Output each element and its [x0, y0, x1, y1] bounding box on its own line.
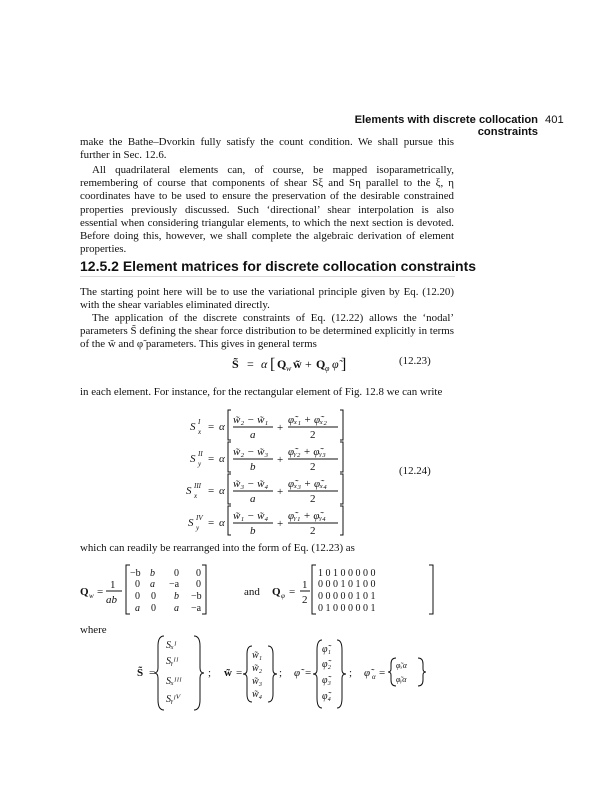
svg-text:=: = [149, 667, 156, 679]
svg-text:φ: φ [281, 592, 285, 600]
svg-text:Sᵧᴵⱽ: Sᵧᴵⱽ [166, 694, 181, 705]
svg-text:w̃₁ − w̃₄: w̃₁ − w̃₄ [233, 510, 269, 522]
svg-text:φ: φ [325, 364, 330, 373]
svg-text:α: α [219, 485, 225, 497]
svg-text:w: w [286, 364, 292, 373]
section-number: 12.5.2 [80, 258, 119, 274]
svg-text:φ̃ₓ₁ + φ̃ₓ₂: φ̃ₓ₁ + φ̃ₓ₂ [288, 414, 327, 426]
svg-text:w̃₂: w̃₂ [252, 663, 263, 674]
svg-text:;: ; [208, 667, 212, 679]
svg-text:Q: Q [277, 357, 287, 371]
svg-text:IV: IV [196, 514, 203, 522]
svg-text:2: 2 [310, 525, 316, 536]
svg-text:φ̃ᵧα: φ̃ᵧα [396, 675, 407, 684]
svg-text:b: b [174, 591, 179, 602]
svg-text:w̃₃: w̃₃ [252, 676, 263, 687]
svg-text:0 0 0 0 0 1 0 1: 0 0 0 0 0 1 0 1 [318, 591, 376, 602]
svg-text:α: α [372, 673, 376, 681]
svg-text:x: x [198, 428, 202, 436]
svg-text:=: = [97, 586, 104, 598]
svg-text:0: 0 [151, 603, 156, 614]
svg-text:2: 2 [310, 461, 316, 473]
svg-text:0: 0 [151, 591, 156, 602]
paragraph-5: in each element. For instance, for the rectangular element of Fig. 12.8 we can write [80, 386, 443, 398]
svg-text:S: S [186, 485, 192, 497]
svg-text:1: 1 [110, 579, 116, 591]
svg-text:=: = [289, 586, 296, 598]
svg-text:+: + [277, 518, 284, 530]
running-header-title: Elements with discrete collocation constraints [354, 114, 538, 138]
svg-text:=: = [208, 453, 215, 465]
svg-text:=: = [208, 421, 215, 433]
svg-text:α: α [219, 421, 225, 433]
svg-text:=: = [379, 667, 386, 679]
page-number: 401 [545, 114, 564, 126]
paragraph-1: make the Bathe–Dvorkin fully satisfy the count condition. We shall pursue this further in Sec. 12.6. [80, 136, 454, 162]
svg-text:φ̃ᵧ₂ + φ̃ᵧ₃: φ̃ᵧ₂ + φ̃ᵧ₃ [288, 446, 326, 458]
svg-text:0 0 0 1 0 1 0 0: 0 0 0 1 0 1 0 0 [318, 579, 376, 590]
equation-12-24 [80, 404, 460, 536]
svg-text:−a: −a [169, 579, 180, 590]
svg-text:Sₓᴵ: Sₓᴵ [166, 640, 177, 651]
svg-text:φ̃₁: φ̃₁ [322, 644, 332, 655]
section-heading [80, 258, 476, 274]
svg-text:S̃: S̃ [137, 667, 144, 679]
paragraph-3: The starting point here will be to use the variational principle given by Eq. (12.20) with the shear variables eliminated directly. [80, 286, 454, 312]
svg-text:φ̃: φ̃ [364, 667, 371, 679]
svg-text:φ̃ₓ₃ + φ̃ₓ₄: φ̃ₓ₃ + φ̃ₓ₄ [288, 478, 327, 490]
svg-text:Sₓᴵᴵᴵ: Sₓᴵᴵᴵ [166, 676, 182, 687]
svg-text:b: b [150, 568, 155, 579]
svg-text:α: α [219, 517, 225, 529]
svg-text:II: II [198, 450, 203, 458]
vector-definitions-math [80, 634, 460, 712]
paragraph-2: All quadrilateral elements can, of course, be mapped isoparametrically, remembering of course that components of shear Sξ and Sη parallel to the ξ, η coordinates have to be used to ensure the preservation of the desirable constrained properties previously discussed. Such ‘directional’ shear interpolation is also essential when considering triangular elements, to which the next section is devoted. Before doing this, however, we shall complete the algebraic derivation of element properties. [80, 164, 454, 256]
svg-text:−b: −b [191, 591, 202, 602]
svg-text:w̃₂ − w̃₁: w̃₂ − w̃₁ [233, 414, 269, 426]
svg-text:S̃: S̃ [232, 357, 239, 371]
svg-text:φ̃₄: φ̃₄ [322, 691, 332, 702]
equation-12-23 [80, 350, 460, 376]
svg-text:2: 2 [310, 429, 316, 441]
svg-text:2: 2 [310, 493, 316, 505]
svg-text:a: a [150, 579, 155, 590]
svg-text:x: x [194, 492, 198, 500]
svg-text:]: ] [341, 356, 347, 373]
svg-text:w̃₄: w̃₄ [252, 689, 263, 700]
svg-text:0: 0 [135, 591, 140, 602]
section-divider [80, 276, 455, 277]
svg-text:w̃₃ − w̃₄: w̃₃ − w̃₄ [233, 478, 269, 490]
and-word: and [244, 586, 260, 598]
svg-text:a: a [250, 429, 256, 441]
q-matrices-equation [80, 562, 460, 618]
svg-text:φ̃: φ̃ [294, 667, 301, 679]
svg-text:Sᵧᴵᴵ: Sᵧᴵᴵ [166, 656, 179, 667]
svg-text:0 1 0 0 0 0 0 1: 0 1 0 0 0 0 0 1 [318, 603, 376, 614]
paragraph-4: The application of the discrete constraints of Eq. (12.22) allows the ‘nodal’ parameters S̃ defining the shear force distribution to be determined explicitly in terms of the w̃ and φ̃ parameters. This gives in general terms [80, 312, 454, 351]
svg-text:S: S [190, 453, 196, 465]
svg-text:ab: ab [106, 594, 117, 606]
svg-text:w̃₁: w̃₁ [252, 650, 263, 661]
svg-text:φ̃ᵧ₁ + φ̃ᵧ₄: φ̃ᵧ₁ + φ̃ᵧ₄ [288, 510, 326, 522]
svg-text:1 0 1 0 0 0 0 0: 1 0 1 0 0 0 0 0 [318, 568, 376, 579]
svg-text:;: ; [349, 667, 353, 679]
equation-12-23-label: (12.23) [399, 355, 431, 367]
svg-text:0: 0 [135, 579, 140, 590]
paragraph-7: where [80, 624, 107, 636]
svg-text:S: S [190, 421, 196, 433]
svg-text:=: = [208, 485, 215, 497]
svg-text:y: y [198, 460, 202, 468]
svg-text:φ̃₃: φ̃₃ [322, 675, 332, 686]
svg-text:−a: −a [191, 603, 202, 614]
svg-text:0: 0 [174, 568, 179, 579]
svg-text:φ̃₂: φ̃₂ [322, 659, 332, 670]
svg-text:b: b [250, 525, 256, 536]
svg-text:I: I [198, 418, 201, 426]
svg-text:=: = [305, 667, 312, 679]
svg-text:w: w [89, 592, 94, 600]
svg-text:=: = [247, 357, 254, 371]
svg-text:w̃: w̃ [224, 667, 232, 679]
svg-text:w̃₂ − w̃₃: w̃₂ − w̃₃ [233, 446, 269, 458]
svg-text:α: α [219, 453, 225, 465]
section-title: Element matrices for discrete collocation constraints [122, 258, 477, 274]
svg-text:+: + [305, 357, 312, 371]
equation-12-24-label: (12.24) [399, 465, 431, 477]
svg-text:=: = [236, 667, 243, 679]
svg-text:2: 2 [302, 594, 308, 606]
svg-text:y: y [196, 524, 200, 532]
q-matrices-math [80, 562, 460, 618]
svg-text:1: 1 [302, 579, 308, 591]
svg-text:a: a [174, 603, 179, 614]
svg-text:;: ; [279, 667, 283, 679]
svg-text:φ̃: φ̃ [332, 357, 339, 371]
svg-text:[: [ [270, 356, 276, 373]
svg-text:+: + [277, 486, 284, 498]
svg-text:φ̃ₓα: φ̃ₓα [396, 661, 407, 670]
svg-text:+: + [277, 422, 284, 434]
svg-text:+: + [277, 454, 284, 466]
svg-text:w̃: w̃ [293, 357, 302, 371]
svg-text:a: a [250, 493, 256, 505]
svg-text:−b: −b [130, 568, 141, 579]
svg-text:III: III [194, 482, 201, 490]
svg-text:α: α [261, 357, 268, 371]
vector-definitions [80, 634, 460, 712]
svg-text:Q: Q [316, 357, 326, 371]
svg-text:b: b [250, 461, 256, 473]
svg-text:Q: Q [80, 586, 89, 598]
svg-text:0: 0 [196, 568, 201, 579]
svg-text:S: S [188, 517, 194, 529]
paragraph-6: which can readily be rearranged into the form of Eq. (12.23) as [80, 542, 355, 554]
svg-text:Q: Q [272, 586, 281, 598]
svg-text:a: a [135, 603, 140, 614]
svg-text:=: = [208, 517, 215, 529]
svg-text:0: 0 [196, 579, 201, 590]
